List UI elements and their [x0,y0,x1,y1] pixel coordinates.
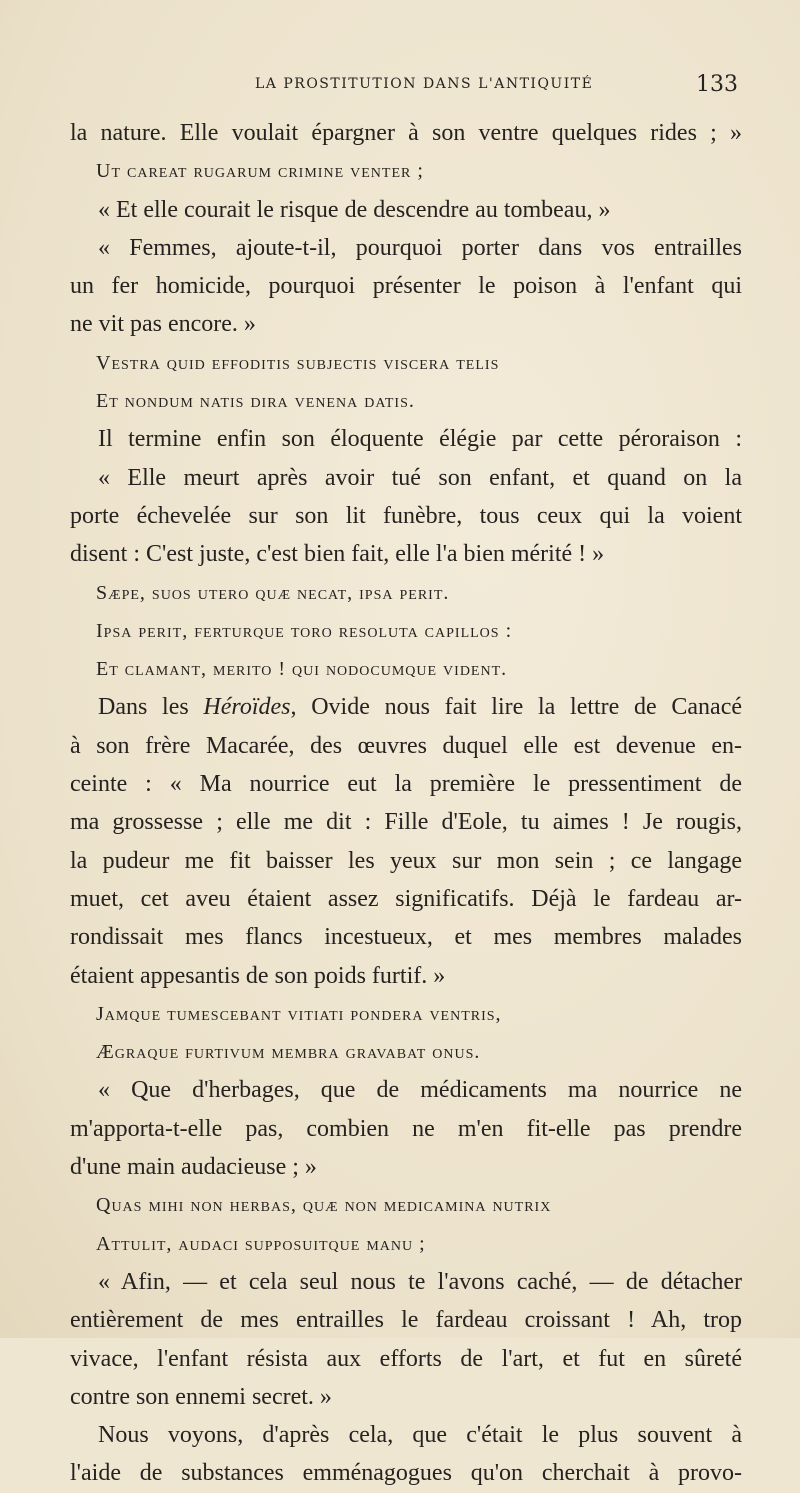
verse-line: Et nondum natis dira venena datis. [96,390,415,413]
text-line: Il termine enfin son éloquente élégie par cette péroraison : [98,426,742,453]
verse-line: Vestra quid effoditis subjectis viscera telis [96,351,500,374]
text-line: « Afin, — et cela seul nous te l'avons caché, — de détacher [98,1268,742,1295]
text-line: ne vit pas encore. » [70,311,256,338]
text-line: « Et elle courait le risque de descendre au tombeau, » [98,196,611,223]
text-line: étaient appesantis de son poids furtif. » [70,962,446,989]
text-line: « Elle meurt après avoir tué son enfant, et quand on la [98,464,742,491]
body-text [70,114,742,1493]
text-line: contre son ennemi secret. » [70,1383,332,1410]
text-line: ma grossesse ; elle me dit : Fille d'Eole, tu aimes ! Je rougis, [70,809,742,836]
verse-line: Quas mihi non herbas, quæ non medicamina nutrix [96,1194,552,1217]
verse-line: Sæpe, suos utero quæ necat, ipsa perit. [96,581,450,604]
text-line: « Que d'herbages, que de médicaments ma nourrice ne [98,1077,742,1104]
text-line: ceinte : « Ma nourrice eut la première le pressentiment de [70,771,742,798]
text-line: à son frère Macarée, des œuvres duquel elle est devenue en- [70,732,742,759]
verse-line: Jamque tumescebant vitiati pondera ventris, [96,1002,502,1025]
text-line: porte échevelée sur son lit funèbre, tous ceux qui la voient [70,502,742,529]
text-line: m'apporta-t-elle pas, combien ne m'en fit-elle pas prendre [70,1115,742,1142]
text-line: muet, cet aveu étaient assez significatifs. Déjà le fardeau ar- [70,885,742,912]
text-line: l'aide de substances emménagogues qu'on cherchait à provo- [70,1460,742,1487]
page-number: 133 [696,72,738,97]
text-line: la nature. Elle voulait épargner à son ventre quelques rides ; » [70,120,742,146]
verse-line: Ipsa perit, ferturque toro resoluta capillos : [96,619,513,642]
verse-line: Attulit, audaci supposuitque manu ; [96,1232,426,1255]
text-line: « Femmes, ajoute-t-il, pourquoi porter dans vos entrailles [98,234,742,261]
text-line: disent : C'est juste, c'est bien fait, elle l'a bien mérité ! » [70,541,605,568]
running-header [255,72,738,100]
verse-line: Ægraque furtivum membra gravabat onus. [96,1041,481,1064]
verse-line: Ut careat rugarum crimine venter ; [96,160,424,183]
text-line: Dans les Héroïdes, Ovide nous fait lire la lettre de Canacé [98,694,742,721]
text-line: rondissait mes flancs incestueux, et mes membres malades [70,924,742,951]
text-line: Nous voyons, d'après cela, que c'était le plus souvent à [98,1422,742,1449]
text-line: un fer homicide, pourquoi présenter le poison à l'enfant qui [70,273,742,300]
text-line: entièrement de mes entrailles le fardeau croissant ! Ah, trop [70,1307,742,1334]
book-title: Héroïdes [203,694,291,721]
verse-line: Et clamant, merito ! qui nodocumque vident. [96,658,508,681]
text-line: la pudeur me fit baisser les yeux sur mon sein ; ce langage [70,847,742,874]
running-title: LA PROSTITUTION DANS L'ANTIQUITÉ [255,76,594,92]
text-line: vivace, l'enfant résista aux efforts de l'art, et fut en sûreté [70,1345,742,1372]
text-line: d'une main audacieuse ; » [70,1154,317,1181]
